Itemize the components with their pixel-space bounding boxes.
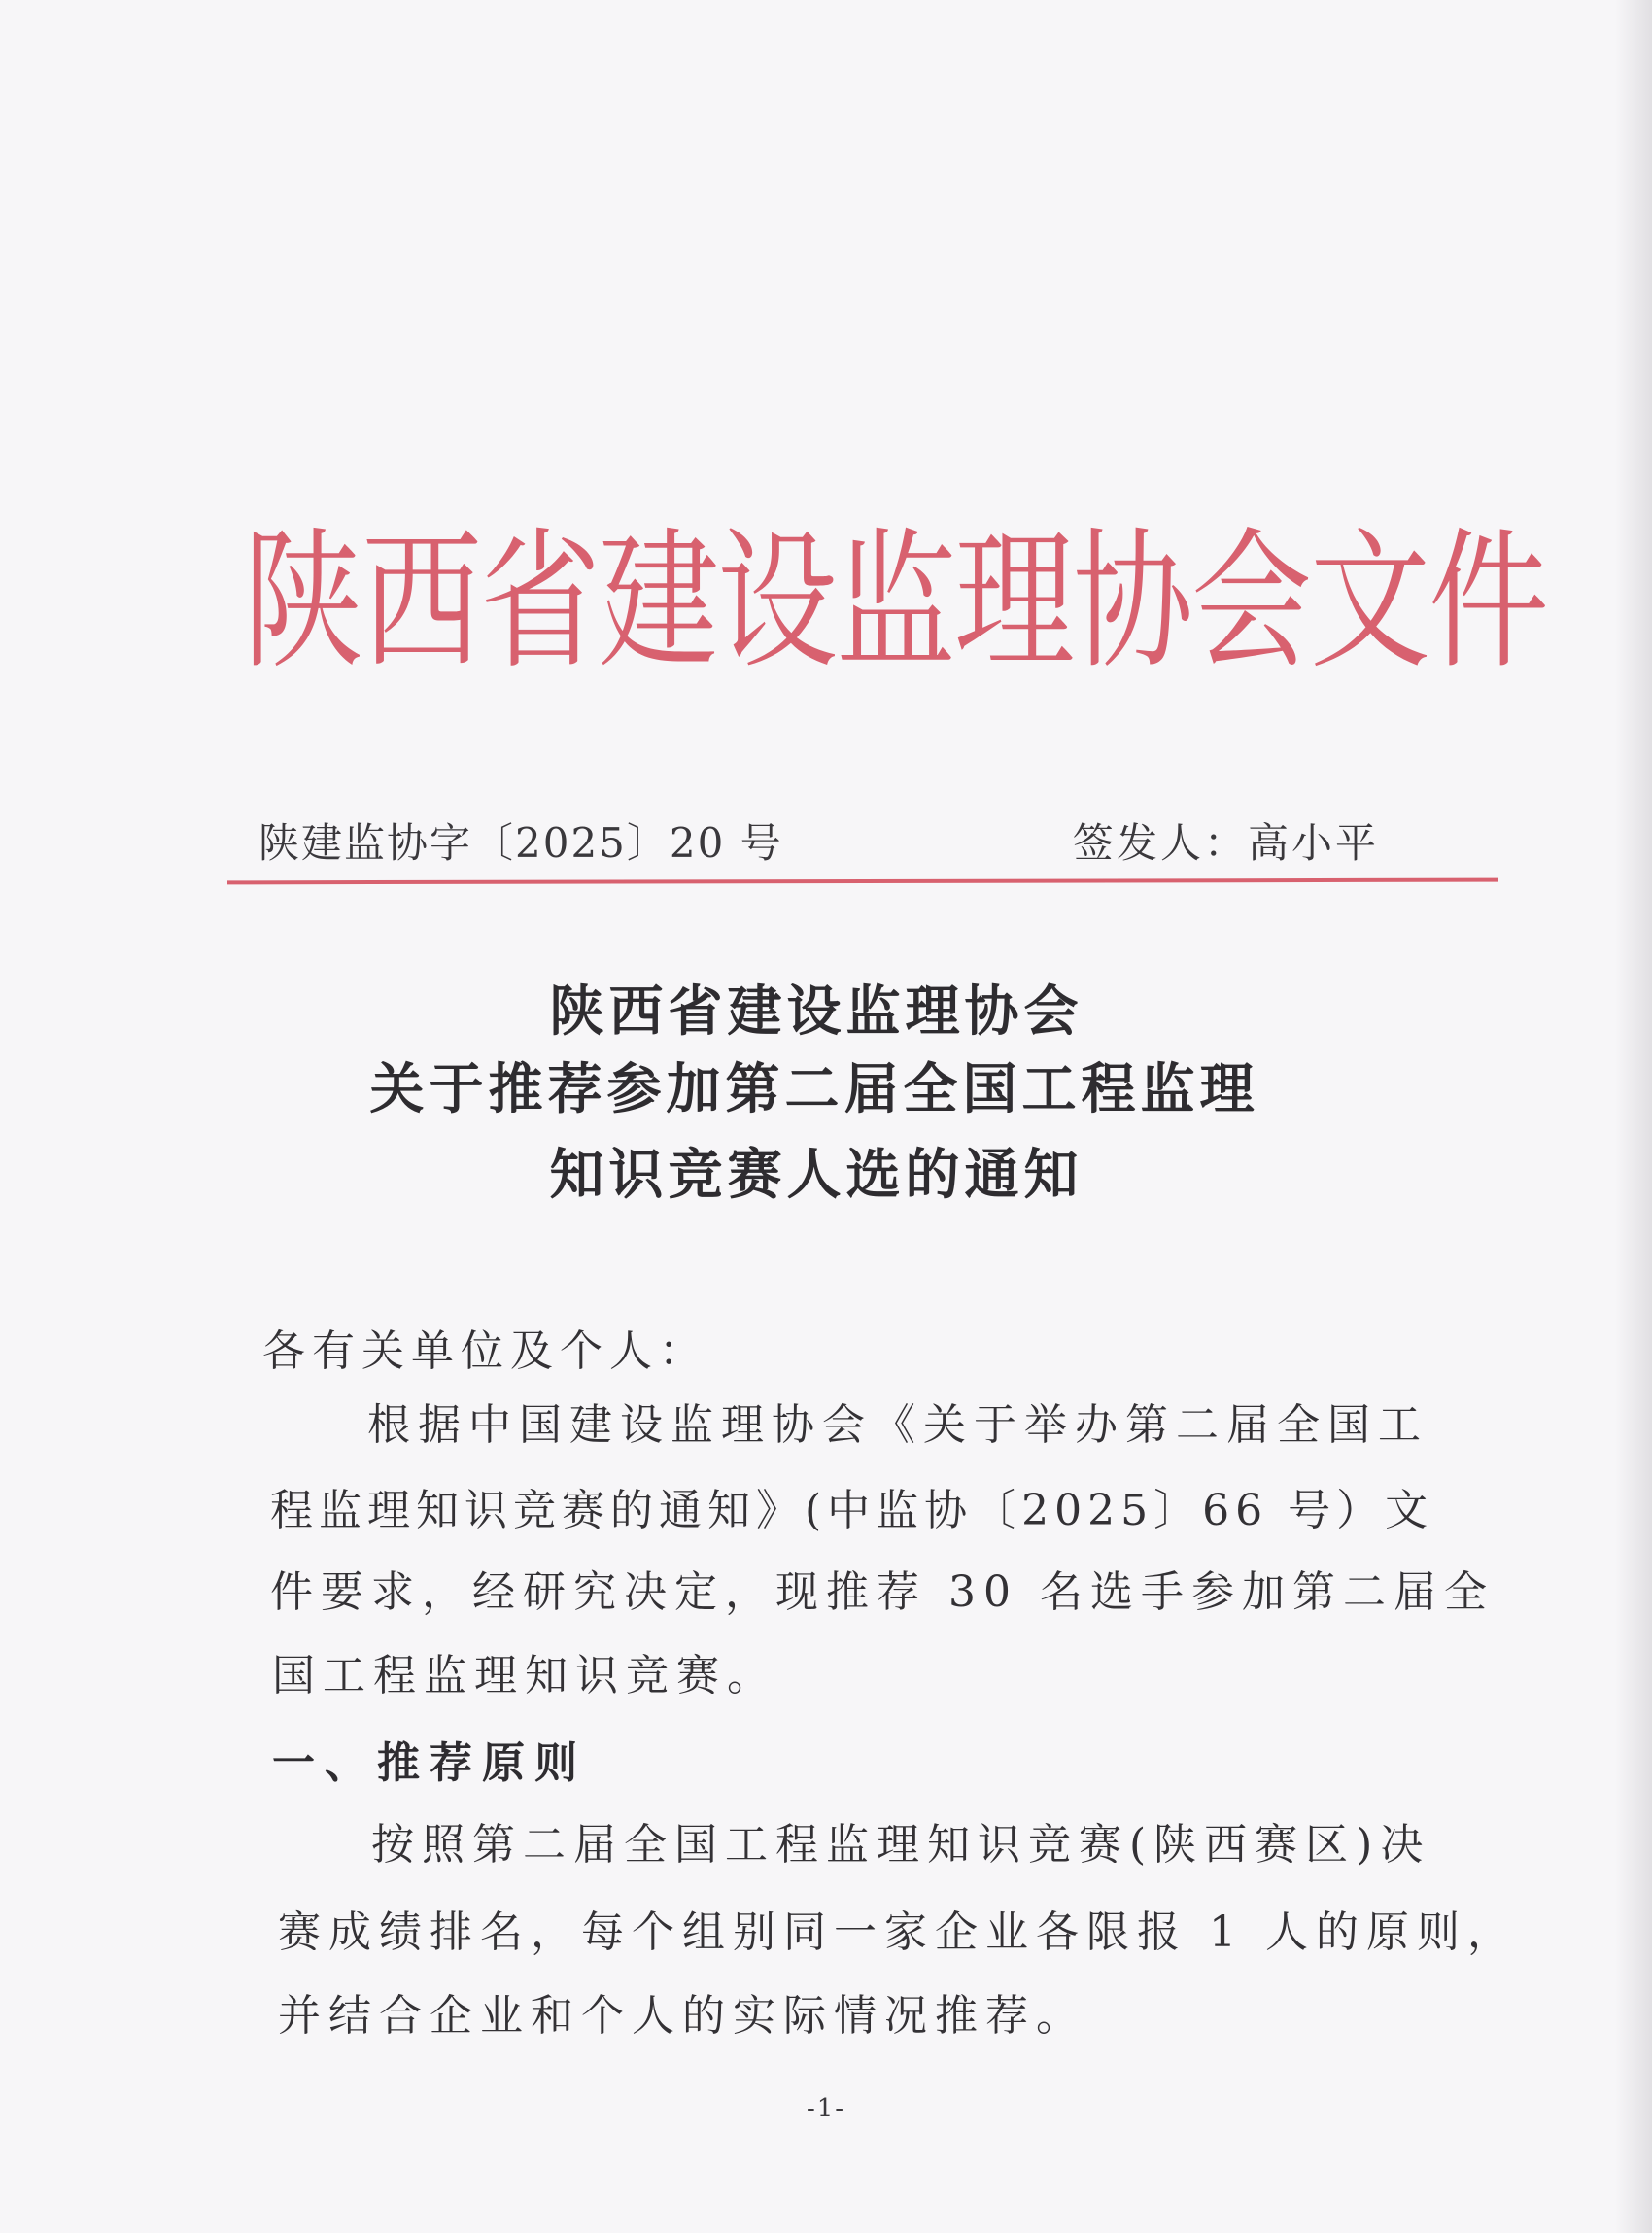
paragraph-1-line-2: 程监理知识竞赛的通知》(中监协〔2025〕66 号）文 [270, 1486, 1434, 1535]
header-divider-rule [227, 878, 1498, 885]
page-number: -1- [806, 2094, 846, 2123]
paragraph-2-line-1: 按照第二届全国工程监理知识竞赛(陕西赛区)决 [371, 1820, 1431, 1870]
section-heading-recommendation-principles: 一、推荐原则 [272, 1738, 587, 1788]
paragraph-1-line-3: 件要求，经研究决定，现推荐 30 名选手参加第二届全 [270, 1567, 1495, 1617]
paragraph-2-line-2: 赛成绩排名，每个组别同一家企业各限报 1 人的原则， [278, 1907, 1518, 1957]
organization-header-title: 陕西省建设监理协会文件 [243, 515, 1548, 690]
notice-title-line-2: 关于推荐参加第二届全国工程监理 [369, 1058, 1259, 1121]
notice-title-line-3: 知识竞赛人选的通知 [549, 1144, 1084, 1207]
paragraph-2-line-3: 并结合企业和个人的实际情况推荐。 [278, 1991, 1086, 2041]
salutation: 各有关单位及个人： [262, 1326, 708, 1376]
notice-title-line-1: 陕西省建设监理协会 [549, 980, 1084, 1044]
paragraph-1-line-1: 根据中国建设监理协会《关于举办第二届全国工 [367, 1400, 1428, 1450]
signer-label: 签发人：高小平 [1073, 819, 1380, 867]
paragraph-1-line-4: 国工程监理知识竞赛。 [272, 1651, 777, 1701]
document-number: 陕建监协字〔2025〕20 号 [258, 819, 783, 867]
